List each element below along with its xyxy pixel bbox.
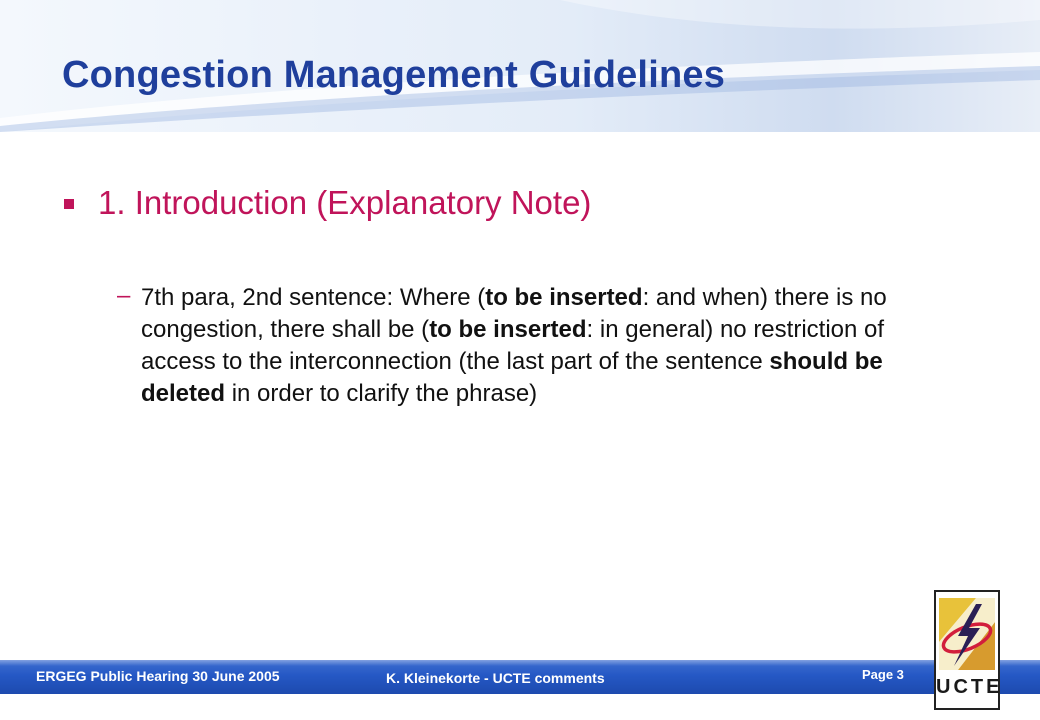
footer-page-number: Page 3 — [862, 667, 904, 682]
slide-title: Congestion Management Guidelines — [62, 54, 726, 96]
header-banner — [0, 0, 1040, 132]
bullet-text: 1. Introduction (Explanatory Note) — [98, 184, 592, 221]
footer-event-label: ERGEG Public Hearing 30 June 2005 — [36, 668, 280, 684]
sub-bullet-dash: – — [117, 282, 131, 309]
bullet-item — [64, 178, 591, 228]
sub-text-bold: to be inserted — [429, 316, 587, 343]
sub-text-bold: to be inserted — [485, 284, 643, 311]
sub-text-segment: 7th para, 2nd sentence: Where ( — [141, 284, 486, 311]
square-bullet-icon — [64, 199, 74, 209]
ucte-lightning-logo-icon — [936, 592, 998, 676]
sub-text-segment: : in general) no restriction of access to the interconnection (the last part of the sentence — [141, 316, 885, 375]
footer-author-label: K. Kleinekorte - UCTE comments — [386, 670, 605, 686]
sub-text-segment: in order to clarify the phrase) — [225, 380, 538, 407]
ucte-logo — [934, 590, 1003, 710]
ucte-logo-text: UCTE — [936, 676, 1003, 698]
sub-text-segment: : and when) there is no congestion, there shall be ( — [141, 284, 887, 343]
sub-bullet-text — [141, 282, 941, 410]
sub-text-bold: should be deleted — [141, 348, 883, 407]
